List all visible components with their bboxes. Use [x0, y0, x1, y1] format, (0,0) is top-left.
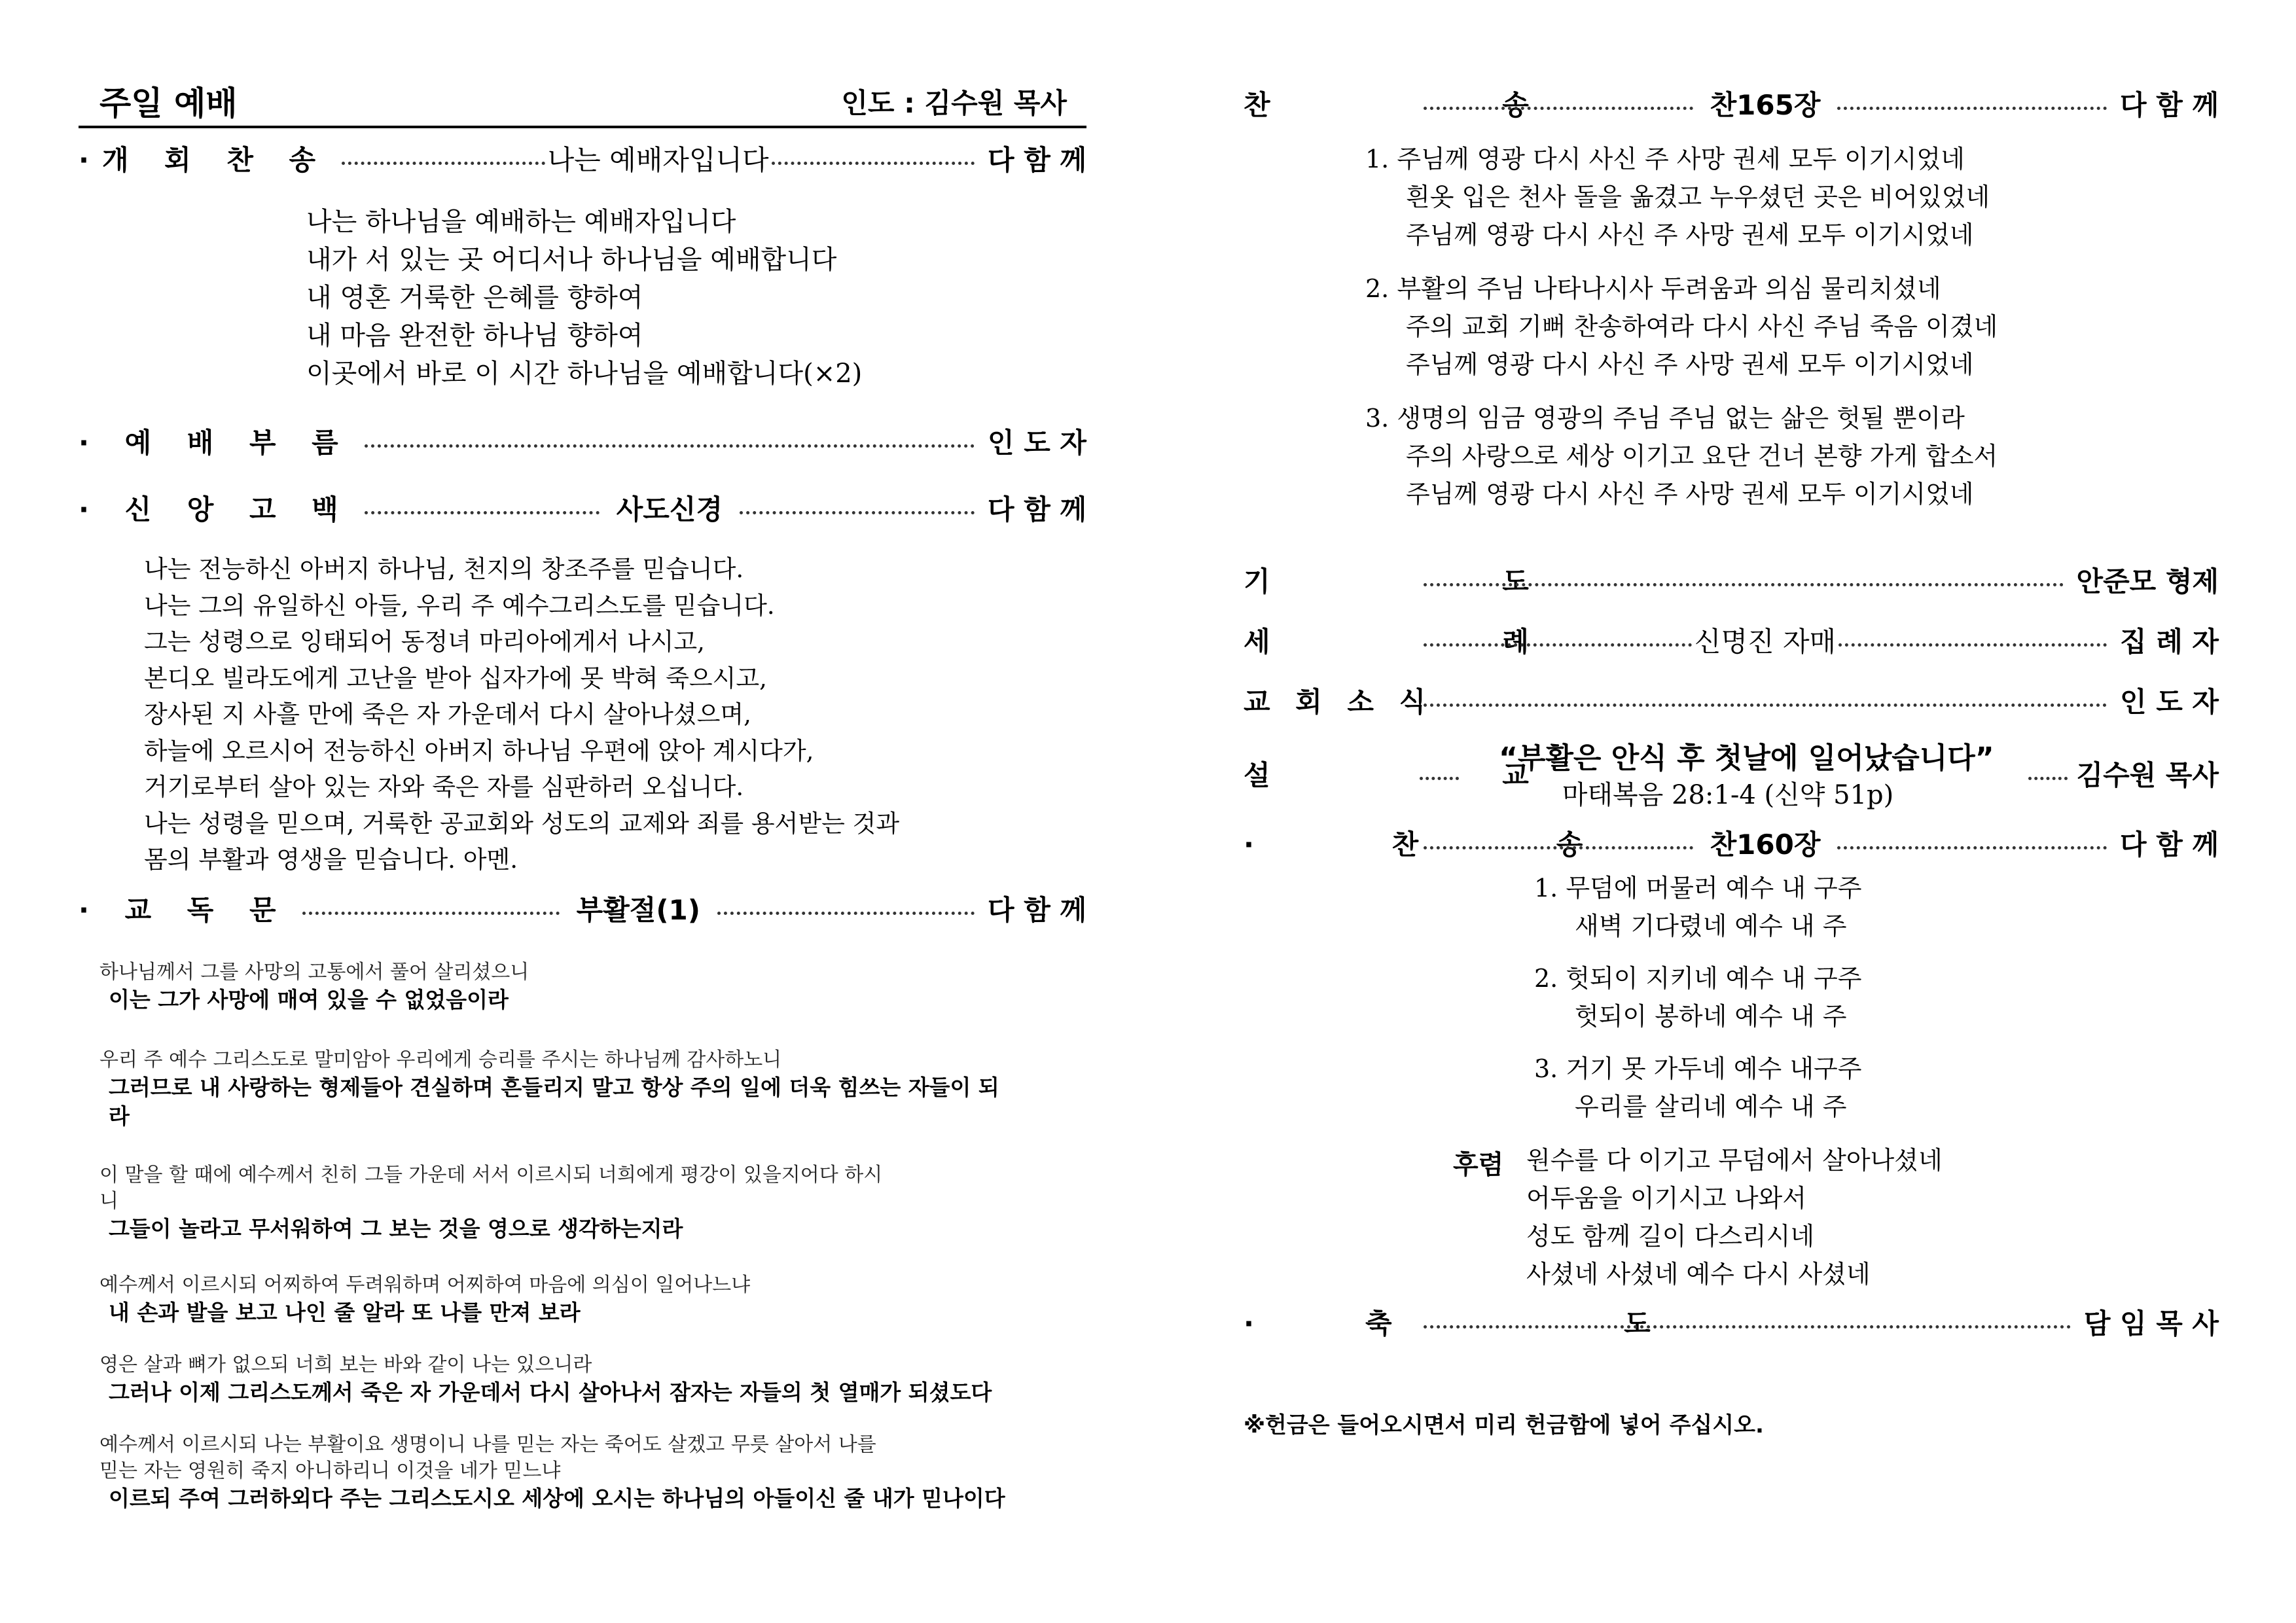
hymn-160-refrain [1526, 1141, 1943, 1293]
order-label [1244, 84, 1640, 123]
order-title: 신명진 자매 [1694, 626, 1837, 658]
creed-line: 하늘에 오르시어 전능하신 아버지 하나님 우편에 앉아 계시다가, [144, 736, 814, 765]
verse-line: 주님께 영광 다시 사신 주 사망 권세 모두 이기시었네 [1406, 350, 1974, 379]
order-hymn-160 [1244, 823, 2219, 863]
order-label [1244, 1302, 1762, 1342]
order-title: 찬165장 [1710, 89, 1821, 121]
responsive-pair [99, 1352, 1081, 1407]
leader-line: 영은 살과 뼈가 없으되 너희 보는 바와 같이 나는 있으니라 [99, 1353, 592, 1376]
leader-dots [717, 912, 975, 915]
verse-line: 새벽 기다렸네 예수 내 주 [1575, 912, 1847, 940]
people-line: 라 [109, 1103, 130, 1129]
order-hymn-165 [1244, 84, 2219, 123]
hymn-165-verse-3 [1365, 399, 1998, 513]
leader-line: 믿는 자는 영원히 죽지 아니하리니 이것을 네가 믿느냐 [99, 1459, 561, 1482]
leader-dots [1837, 107, 2107, 110]
leader-dots [365, 444, 975, 448]
order-title: 찬160장 [1710, 829, 1821, 861]
leader-dots [1424, 704, 2107, 707]
leader-dots [1424, 846, 1693, 849]
order-label-text: ·축 도 [1244, 1308, 1762, 1340]
order-label: · 신 앙 고 백 [79, 493, 351, 526]
lyric-line: 내가 서 있는 곳 어디서나 하나님을 예배합니다 [306, 245, 837, 275]
page-title: 주일 예배 [99, 84, 238, 122]
verse-line: 2. 헛되이 지키네 예수 내 구주 [1534, 964, 1862, 993]
lyric-line: 내 마음 완전한 하나님 향하여 [306, 321, 643, 351]
verse-line: 1. 주님께 영광 다시 사신 주 사망 권세 모두 이기시었네 [1365, 145, 1965, 173]
order-performer: 인 도 자 [988, 427, 1086, 459]
order-baptism [1244, 620, 2219, 660]
order-label-text: 기 도 [1244, 565, 1640, 597]
leader-dots [1424, 643, 1692, 647]
verse-line: 우리를 살리네 예수 내 주 [1575, 1092, 1847, 1121]
people-line: 이르되 주여 그러하외다 주는 그리스도시오 세상에 오시는 하나님의 아들이신 줄 내가 믿나이다 [109, 1486, 1005, 1511]
creed-line: 본디오 빌라도에게 고난을 받아 십자가에 못 박혀 죽으시고, [144, 664, 767, 692]
order-title: 부활절(1) [576, 894, 700, 926]
verse-line: 주의 교회 기뻐 찬송하여라 다시 사신 주님 죽음 이겼네 [1406, 312, 1998, 341]
order-performer: 집 례 자 [2120, 626, 2219, 658]
order-benediction [1244, 1302, 2219, 1342]
leader-dots [1837, 846, 2107, 849]
people-line: 그러나 이제 그리스도께서 죽은 자 가운데서 다시 살아나서 잠자는 자들의 첫 열매가 되셨도다 [109, 1380, 992, 1405]
order-label-text: 설 교 [1244, 759, 1640, 791]
refrain-line: 원수를 다 이기고 무덤에서 살아나셨네 [1526, 1146, 1943, 1175]
refrain-line: 사셨네 사셨네 예수 다시 사셨네 [1526, 1260, 1871, 1289]
order-label [1244, 754, 1640, 793]
order-label-text: 찬 송 [1244, 89, 1640, 121]
leader-dots [302, 912, 560, 915]
order-performer: 김수원 목사 [2076, 759, 2219, 791]
order-label [1244, 823, 1647, 863]
creed-line: 나는 그의 유일하신 아들, 우리 주 예수그리스도를 믿습니다. [144, 591, 775, 620]
verse-line: 주님께 영광 다시 사신 주 사망 권세 모두 이기시었네 [1406, 221, 1974, 249]
leader-line: 우리 주 예수 그리스도로 말미암아 우리에게 승리를 주시는 하나님께 감사하노니 [99, 1048, 782, 1071]
order-performer: 다 함 께 [988, 894, 1086, 926]
creed-line: 몸의 부활과 영생을 믿습니다. 아멘. [144, 846, 518, 874]
order-performer: 담 임 목 사 [2083, 1308, 2219, 1340]
order-performer: 다 함 께 [988, 144, 1086, 176]
refrain-label: 후렴 [1453, 1150, 1504, 1180]
order-performer: 다 함 께 [988, 493, 1086, 526]
order-performer: 인 도 자 [2120, 686, 2219, 718]
apostles-creed [144, 551, 899, 878]
creed-line: 그는 성령으로 잉태되어 동정녀 마리아에게서 나시고, [144, 628, 705, 656]
officiant: 인도 : 김수원 목사 [841, 87, 1067, 119]
leader-line: 니 [99, 1190, 118, 1213]
verse-line: 헛되이 봉하네 예수 내 주 [1575, 1002, 1847, 1031]
order-label-text: 세 례 [1244, 626, 1640, 658]
sermon-title: “부활은 안식 후 첫날에 일어났습니다” [1499, 741, 1994, 775]
leader-dots [365, 511, 600, 514]
opening-hymn-lyrics [306, 203, 862, 393]
offering-note: ※헌금은 들어오시면서 미리 헌금함에 넣어 주십시오. [1244, 1412, 1764, 1438]
hymn-160-verse-3 [1534, 1050, 1861, 1126]
leader-dots [740, 511, 975, 514]
verse-line: 3. 거기 못 가두네 예수 내구주 [1534, 1054, 1862, 1083]
responsive-pair [99, 959, 1081, 1014]
responsive-pair [99, 1272, 1081, 1327]
order-label-text: · 찬 송 [1244, 829, 1647, 861]
order-call-to-worship [79, 421, 1086, 461]
leader-dots [1420, 777, 1459, 780]
leader-line: 예수께서 이르시되 어찌하여 두려워하며 어찌하여 마음에 의심이 일어나느냐 [99, 1274, 751, 1296]
order-label: ·개 회 찬 송 [79, 144, 329, 176]
order-title: 사도신경 [616, 493, 723, 526]
order-performer: 다 함 께 [2120, 829, 2219, 861]
leader-dots [2028, 777, 2068, 780]
leader-line: 예수께서 이르시되 나는 부활이요 생명이니 나를 믿는 자는 죽어도 살겠고 무릇 살아서 나를 [99, 1433, 876, 1456]
creed-line: 나는 성령을 믿으며, 거룩한 공교회와 성도의 교제와 죄를 용서받는 것과 [144, 809, 900, 838]
people-line: 그들이 놀라고 무서워하여 그 보는 것을 영으로 생각하는지라 [109, 1216, 683, 1241]
header-rule [79, 126, 1086, 128]
verse-line: 3. 생명의 임금 영광의 주님 주님 없는 삶은 헛될 뿐이라 [1365, 404, 1965, 433]
creed-line: 거기로부터 살아 있는 자와 죽은 자를 심판하러 오십니다. [144, 773, 744, 801]
hymn-160-verse-2 [1534, 959, 1861, 1035]
refrain-line: 성도 함께 길이 다스리시네 [1526, 1222, 1815, 1251]
verse-line: 1. 무덤에 머물러 예수 내 구주 [1534, 874, 1862, 902]
leader-dots [1424, 1325, 2071, 1329]
order-label [1244, 560, 1640, 599]
hymn-165-verse-1 [1365, 140, 1990, 254]
order-title: 나는 예배자입니다 [547, 144, 769, 176]
creed-line: 장사된 지 사흘 만에 죽은 자 가운데서 다시 살아나셨으며, [144, 700, 751, 728]
hymn-160-verse-1 [1534, 869, 1861, 945]
lyric-line: 이곳에서 바로 이 시간 하나님을 예배합니다(×2) [306, 359, 863, 389]
refrain-line: 어두움을 이기시고 나와서 [1526, 1184, 1806, 1213]
verse-line: 흰옷 입은 천사 돌을 옮겼고 누우셨던 곳은 비어있었네 [1406, 183, 1990, 211]
lyric-line: 나는 하나님을 예배하는 예배자입니다 [306, 207, 736, 237]
order-label: · 교 독 문 [79, 894, 289, 926]
people-line: 내 손과 발을 보고 나인 줄 알라 또 나를 만져 보라 [109, 1300, 581, 1325]
order-prayer [1244, 560, 2219, 599]
leader-line: 이 말을 할 때에 예수께서 친히 그들 가운데 서서 이르시되 너희에게 평강이 있을지어다 하시 [99, 1164, 883, 1186]
leader-dots [1839, 643, 2107, 647]
lyric-line: 내 영혼 거룩한 은혜를 향하여 [306, 283, 643, 313]
leader-dots [342, 162, 545, 165]
people-line: 이는 그가 사망에 매여 있을 수 없었음이라 [109, 987, 509, 1012]
hymn-165-verse-2 [1365, 270, 1998, 383]
verse-line: 2. 부활의 주님 나타나시사 두려움과 의심 물리치셨네 [1365, 274, 1941, 303]
order-label [1244, 620, 1640, 660]
people-line: 그러므로 내 사랑하는 형제들아 견실하며 흔들리지 말고 항상 주의 일에 더욱 힘쓰는 자들이 되 [109, 1075, 999, 1100]
order-performer: 안준모 형제 [2076, 565, 2219, 597]
leader-line: 하나님께서 그를 사망의 고통에서 풀어 살리셨으니 [99, 961, 529, 984]
verse-line: 주님께 영광 다시 사신 주 사망 권세 모두 이기시었네 [1406, 480, 1974, 508]
leader-dots [1424, 107, 1693, 110]
leader-dots [772, 162, 975, 165]
verse-line: 주의 사랑으로 세상 이기고 요단 건너 본향 가게 합소서 [1406, 442, 1998, 471]
order-responsive-reading [79, 889, 1086, 928]
sermon-scripture: 마태복음 28:1-4 (신약 51p) [1562, 780, 1894, 810]
order-performer: 다 함 께 [2120, 89, 2219, 121]
leader-dots [1424, 583, 2064, 586]
order-opening-hymn [79, 139, 1086, 178]
creed-line: 나는 전능하신 아버지 하나님, 천지의 창조주를 믿습니다. [144, 555, 744, 583]
order-label: 교 회 소 식 [1244, 686, 1434, 718]
order-confession [79, 488, 1086, 527]
responsive-pair [99, 1432, 1081, 1513]
responsive-pair [99, 1162, 1081, 1243]
order-label: · 예 배 부 름 [79, 427, 351, 459]
responsive-pair [99, 1047, 1081, 1131]
order-church-news [1244, 681, 2219, 720]
